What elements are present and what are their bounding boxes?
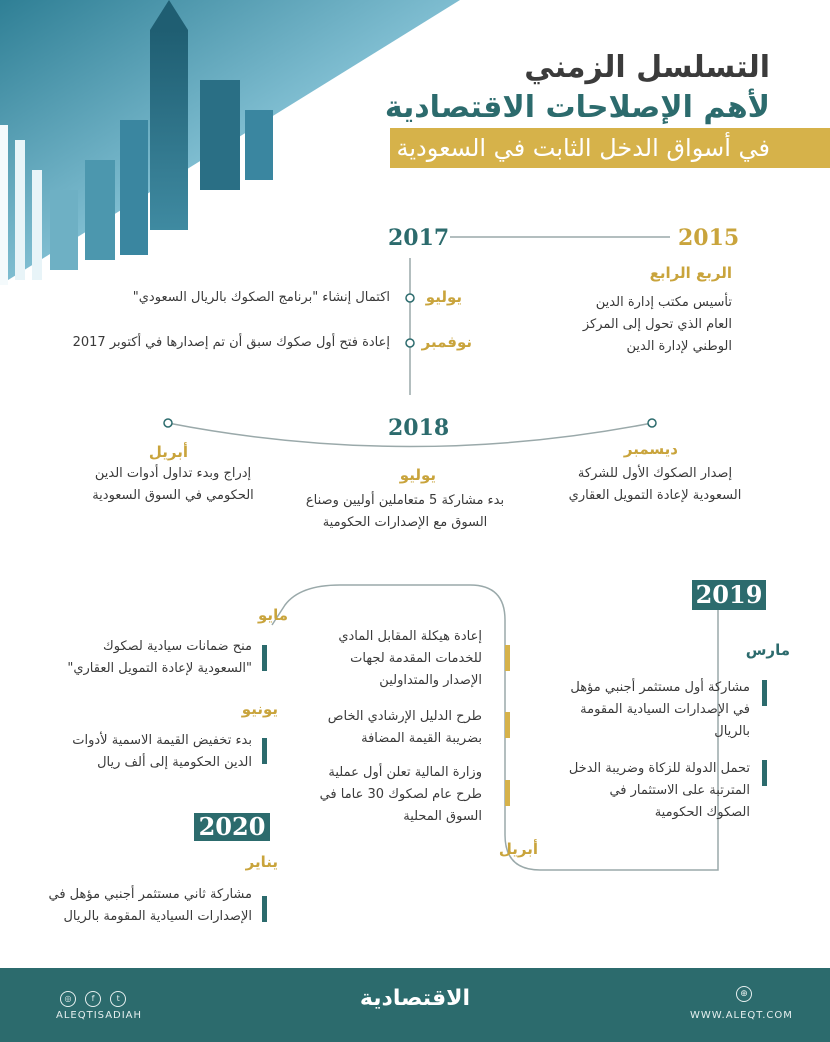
year-2017: 2017 — [388, 225, 450, 251]
event-text-july-2018: بدء مشاركة 5 متعاملين أوليين وصناع السوق مع الإصدارات الحكومية — [305, 493, 505, 530]
month-july-2018: يوليو — [399, 466, 436, 484]
event-text-december-2018: إصدار الصكوك الأول للشركة السعودية لإعادة التمويل العقاري — [568, 466, 742, 503]
year-badge-2020: 2020 — [194, 813, 270, 841]
event-marker — [262, 645, 267, 671]
event-marker — [505, 645, 510, 671]
page-title-line2: لأهم الإصلاحات الاقتصادية — [384, 90, 770, 125]
month-january-2020: يناير — [245, 853, 278, 871]
event-marker — [762, 760, 767, 786]
event-text-november-2017: إعادة فتح أول صكوك سبق أن تم إصدارها في أكتوبر 2017 — [72, 335, 390, 350]
event-text-july-2017: اكتمال إنشاء "برنامج الصكوك بالريال السعودي" — [132, 290, 390, 305]
subtitle-band: في أسواق الدخل الثابت في السعودية — [390, 128, 830, 168]
event-marker — [762, 680, 767, 706]
brand-logo: الاقتصادية — [359, 986, 471, 1011]
twitter-icon[interactable]: t — [110, 991, 126, 1007]
footer-bar — [0, 968, 830, 1042]
globe-icon: ⊕ — [736, 986, 752, 1002]
year-badge-2019: 2019 — [692, 580, 766, 610]
month-march-2019: مارس — [745, 641, 790, 659]
period-label-2015: الربع الرابع — [649, 264, 732, 282]
event-text-april-2019-b: طرح الدليل الإرشادي الخاص بضريبة القيمة المضافة — [327, 709, 482, 746]
month-june-2019: يونيو — [241, 700, 278, 718]
event-text-january-2020: مشاركة ثاني مستثمر أجنبي مؤهل في الإصدارات السيادية المقومة بالريال — [48, 887, 252, 924]
month-december-2018: ديسمبر — [623, 440, 678, 458]
event-marker — [505, 712, 510, 738]
footer-website[interactable]: WWW.ALEQT.COM — [690, 1010, 793, 1021]
month-april-2018: أبريل — [148, 443, 188, 461]
event-text-april-2018: إدراج وبدء تداول أدوات الدين الحكومي في السوق السعودية — [92, 466, 254, 503]
year-2015: 2015 — [678, 225, 740, 251]
event-text-april-2019-c: وزارة المالية تعلن أول عملية طرح عام لصكوك 30 عاما في السوق المحلية — [319, 765, 482, 824]
event-text-june-2019: بدء تخفيض القيمة الاسمية لأدوات الدين الحكومية إلى ألف ريال — [72, 733, 252, 770]
year-2018: 2018 — [388, 415, 450, 441]
event-text-april-2019-a: إعادة هيكلة المقابل المادي للخدمات المقدمة لجهات الإصدار والمتداولين — [338, 629, 482, 688]
event-marker — [505, 780, 510, 806]
social-links — [60, 986, 130, 1007]
footer-handle: ALEQTISADIAH — [56, 1010, 143, 1021]
event-text-may-2019: منح ضمانات سيادية لصكوك "السعودية لإعادة التمويل العقاري" — [67, 639, 252, 676]
event-marker — [262, 896, 267, 922]
event-marker — [262, 738, 267, 764]
month-november-2017: نوفمبر — [421, 333, 472, 351]
facebook-icon[interactable]: f — [85, 991, 101, 1007]
month-july-2017: يوليو — [425, 288, 462, 306]
event-text-march-2019-b: تحمل الدولة للزكاة وضريبة الدخل المترتبة على الاستثمار في الصكوك الحكومية — [568, 761, 750, 820]
event-text-2015: تأسيس مكتب إدارة الدين العام الذي تحول إلى المركز الوطني لإدارة الدين — [582, 295, 732, 354]
month-april-2019: أبريل — [498, 840, 538, 858]
page-title: التسلسل الزمني — [524, 50, 770, 85]
event-text-march-2019-a: مشاركة أول مستثمر أجنبي مؤهل في الإصدارات السيادية المقومة بالريال — [570, 680, 750, 739]
instagram-icon[interactable]: ◎ — [60, 991, 76, 1007]
month-may-2019: مايو — [258, 606, 288, 624]
